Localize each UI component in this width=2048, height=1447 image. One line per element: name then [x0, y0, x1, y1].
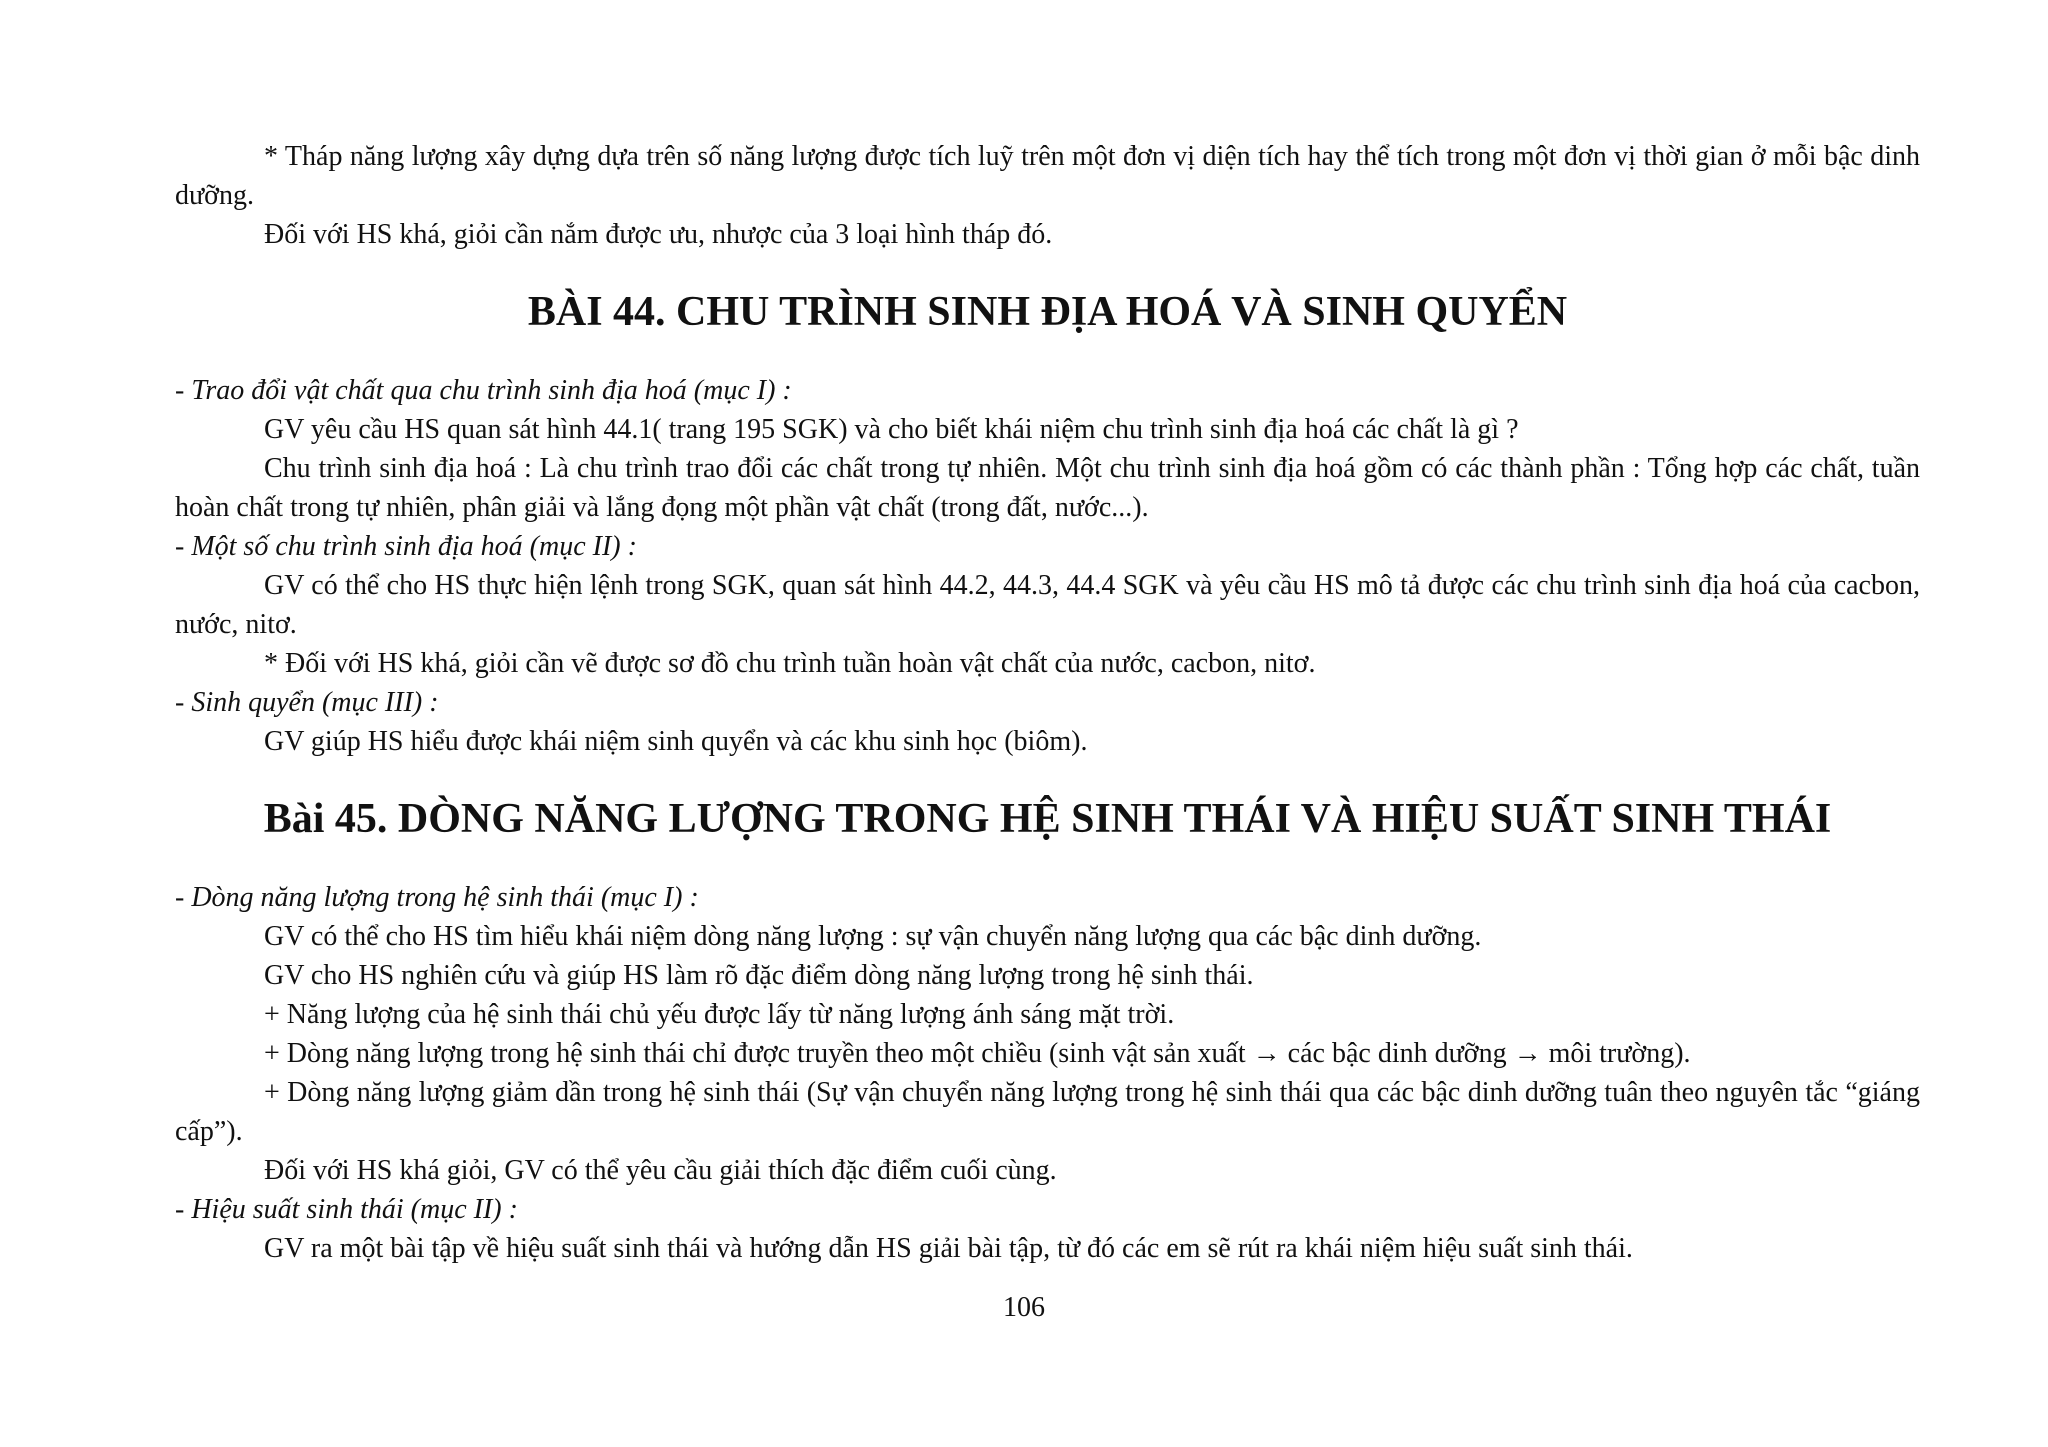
paragraph-biogeochemical-cycle-definition: Chu trình sinh địa hoá : Là chu trình trao đổi các chất trong tự nhiên. Một chu trình sinh địa hoá gồm có các thành phần : Tổng hợp các chất, tuần hoàn chất trong tự nhiên, phân giải và lắng đọng một phần vật chất (trong đất, nước...). [175, 453, 1920, 523]
paragraph-cycles-carbon-water-nitrogen: GV có thể cho HS thực hiện lệnh trong SGK, quan sát hình 44.2, 44.3, 44.4 SGK và yêu cầu HS mô tả được các chu trình sinh địa hoá của cacbon, nước, nitơ. [175, 570, 1920, 640]
paragraph-biosphere-biomes: GV giúp HS hiểu được khái niệm sinh quyển và các khu sinh học (biôm). [264, 726, 1088, 757]
paragraph-one-way-energy-flow: + Dòng năng lượng trong hệ sinh thái chỉ được truyền theo một chiều (sinh vật sản xuất → các bậc dinh dưỡng → môi trường). [264, 1038, 1691, 1069]
paragraph-draw-cycle-diagrams: * Đối với HS khá, giỏi cần vẽ được sơ đồ chu trình tuần hoàn vật chất của nước, cacbon, nitơ. [264, 648, 1316, 679]
paragraph-energy-flow-concept: GV có thể cho HS tìm hiểu khái niệm dòng năng lượng : sự vận chuyển năng lượng qua các bậc dinh dưỡng. [264, 921, 1482, 952]
lesson-45-heading: Bài 45. DÒNG NĂNG LƯỢNG TRONG HỆ SINH THÁI VÀ HIỆU SUẤT SINH THÁI [263, 796, 1832, 842]
section-title-ecological-efficiency: - Hiệu suất sinh thái (mục II) : [175, 1194, 518, 1225]
section-title-material-exchange: - Trao đổi vật chất qua chu trình sinh địa hoá (mục I) : [175, 375, 792, 406]
paragraph-energy-flow-characteristics: GV cho HS nghiên cứu và giúp HS làm rõ đặc điểm dòng năng lượng trong hệ sinh thái. [264, 960, 1254, 991]
paragraph-energy-decrease: + Dòng năng lượng giảm dần trong hệ sinh thái (Sự vận chuyển năng lượng trong hệ sinh thái qua các bậc dinh dưỡng tuân theo nguyên tắc “giáng cấp”). [175, 1077, 1920, 1147]
paragraph-ecological-efficiency-exercise: GV ra một bài tập về hiệu suất sinh thái và hướng dẫn HS giải bài tập, từ đó các em sẽ rút ra khái niệm hiệu suất sinh thái. [264, 1233, 1633, 1264]
paragraph-solar-energy-source: + Năng lượng của hệ sinh thái chủ yếu được lấy từ năng lượng ánh sáng mặt trời. [264, 999, 1175, 1030]
lesson-44-heading: BÀI 44. CHU TRÌNH SINH ĐỊA HOÁ VÀ SINH QUYỂN [527, 289, 1568, 335]
paragraph-observe-figure-44-1: GV yêu cầu HS quan sát hình 44.1( trang 195 SGK) và cho biết khái niệm chu trình sinh địa hoá các chất là gì ? [264, 414, 1519, 445]
paragraph-good-students-pyramids: Đối với HS khá, giỏi cần nắm được ưu, nhược của 3 loại hình tháp đó. [264, 219, 1053, 250]
section-title-biosphere: - Sinh quyển (mục III) : [175, 687, 439, 718]
paragraph-energy-pyramid: * Tháp năng lượng xây dựng dựa trên số năng lượng được tích luỹ trên một đơn vị diện tích hay thể tích trong một đơn vị thời gian ở mỗi bậc dinh dưỡng. [175, 141, 1920, 211]
section-title-some-cycles: - Một số chu trình sinh địa hoá (mục II) : [175, 531, 637, 562]
page-number: 106 [1003, 1292, 1045, 1323]
paragraph-explain-last-characteristic: Đối với HS khá giỏi, GV có thể yêu cầu giải thích đặc điểm cuối cùng. [264, 1155, 1057, 1186]
section-title-energy-flow: - Dòng năng lượng trong hệ sinh thái (mục I) : [175, 882, 699, 913]
